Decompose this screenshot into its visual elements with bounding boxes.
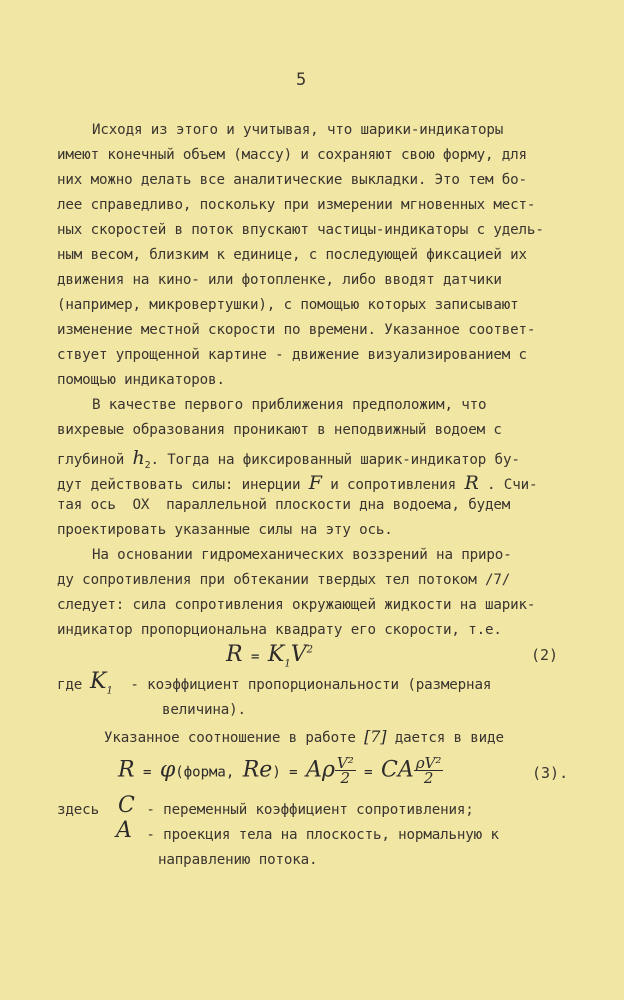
equation-3: [118, 756, 443, 785]
text-line: имеют конечный объем (массу) и сохраняют свою форму, для: [57, 147, 527, 163]
text-line: проектировать указанные силы на эту ось.: [57, 522, 393, 538]
page-number: 5: [296, 70, 307, 90]
text-fragment: дается в виде: [386, 730, 504, 746]
depth-symbol: h: [132, 447, 145, 469]
fraction-denominator: 2: [340, 769, 351, 787]
eq3-rho: ρ: [321, 757, 335, 783]
k-symbol: K: [90, 669, 107, 694]
eq3-phi: 𝜑: [159, 757, 176, 783]
fraction-denominator: 2: [423, 769, 434, 787]
eq3-lhs: R: [118, 757, 135, 783]
a-symbol: A: [116, 818, 132, 843]
inertia-symbol: F: [308, 472, 322, 494]
text-fragment: . Тогда на фиксированный шарик-индикатор бу-: [150, 452, 520, 468]
text-line: тая ось OX параллельной плоскости дна водоема, будем: [57, 497, 511, 513]
eq3-equals: =: [280, 764, 307, 781]
text-fragment: глубиной: [57, 452, 133, 468]
text-line: ных скоростей в поток впускают частицы-индикаторы с удель-: [57, 222, 544, 238]
eq3-args: (форма,: [175, 764, 243, 781]
text-line: [57, 447, 520, 471]
text-fragment: Указанное соотношение в работе: [104, 730, 365, 746]
text-line: них можно делать все аналитические выкладки. Это тем бо-: [57, 172, 527, 188]
text-line: изменение местной скорости по времени. Указанное соответ-: [57, 322, 536, 338]
eq3-fraction: [414, 756, 444, 785]
resistance-symbol: R: [464, 472, 479, 494]
text-fragment: дут действовать силы: инерции: [57, 477, 309, 493]
text-line: (например, микровертушки), с помощью которых записывают: [57, 297, 519, 313]
text-line: ным весом, близким к единице, с последующей фиксацией их: [57, 247, 527, 263]
eq3-a: A: [306, 757, 322, 783]
text-line: Исходя из этого и учитывая, что шарики-индикаторы: [92, 122, 504, 138]
text-line: индикатор пропорциональна квадрату его скорости, т.е.: [57, 622, 502, 638]
c-symbol: C: [118, 793, 135, 818]
text-line: величина).: [162, 702, 246, 718]
eq3-equals: =: [134, 764, 160, 781]
eq3-equals: =: [355, 764, 382, 781]
eq3-re: Re: [242, 757, 273, 783]
text-line: вихревые образования проникают в неподвижный водоем с: [57, 422, 502, 438]
eq3-args-close: ): [272, 764, 281, 781]
eq2-k: K: [267, 642, 285, 667]
eq3-ca: CA: [381, 757, 414, 783]
eq2-k-sub: 1: [284, 658, 291, 670]
text-line: [104, 727, 504, 746]
eq2-v: V: [290, 642, 307, 667]
text-line: ду сопротивления при обтекании твердых тел потоком /7/: [57, 572, 511, 588]
eq3-fraction: [335, 756, 356, 785]
depth-subscript: 2: [144, 459, 151, 471]
fraction-numerator: ρV²: [415, 754, 442, 772]
text-line: - переменный коэффициент сопротивления;: [138, 802, 474, 818]
text-line: ствует упрощенной картине - движение визуализированием с: [57, 347, 527, 363]
fraction-numerator: V²: [336, 754, 354, 772]
text-line: - коэффициент пропорциональности (размерная: [122, 677, 492, 693]
text-line: На основании гидромеханических воззрений на приро-: [92, 547, 512, 563]
text-line: где: [57, 677, 83, 693]
text-line: направлению потока.: [158, 852, 318, 868]
reference: [7]: [364, 727, 387, 746]
text-line: - проекция тела на плоскость, нормальную к: [138, 827, 499, 843]
eq2-equals: =: [242, 649, 268, 665]
text-line: здесь: [57, 802, 99, 818]
equation-number: (2): [531, 646, 559, 664]
text-line: следует: сила сопротивления окружающей жидкости на шарик-: [57, 597, 536, 613]
where-symbol: [90, 669, 113, 696]
text-line: лее справедливо, поскольку при измерении мгновенных мест-: [57, 197, 536, 213]
text-line: В качестве первого приближения предположим, что: [92, 397, 487, 413]
text-fragment: . Счи-: [478, 477, 538, 493]
text-line: помощью индикаторов.: [57, 372, 225, 388]
equation-2: [226, 642, 313, 669]
k-subscript: 1: [106, 685, 113, 697]
text-line: движения на кино- или фотопленке, либо вводят датчики: [57, 272, 502, 288]
eq2-sup: 2: [306, 644, 313, 656]
text-line: [57, 472, 537, 494]
text-fragment: и сопротивления: [321, 477, 465, 493]
eq2-lhs: R: [226, 642, 243, 667]
equation-number: (3).: [532, 764, 569, 782]
